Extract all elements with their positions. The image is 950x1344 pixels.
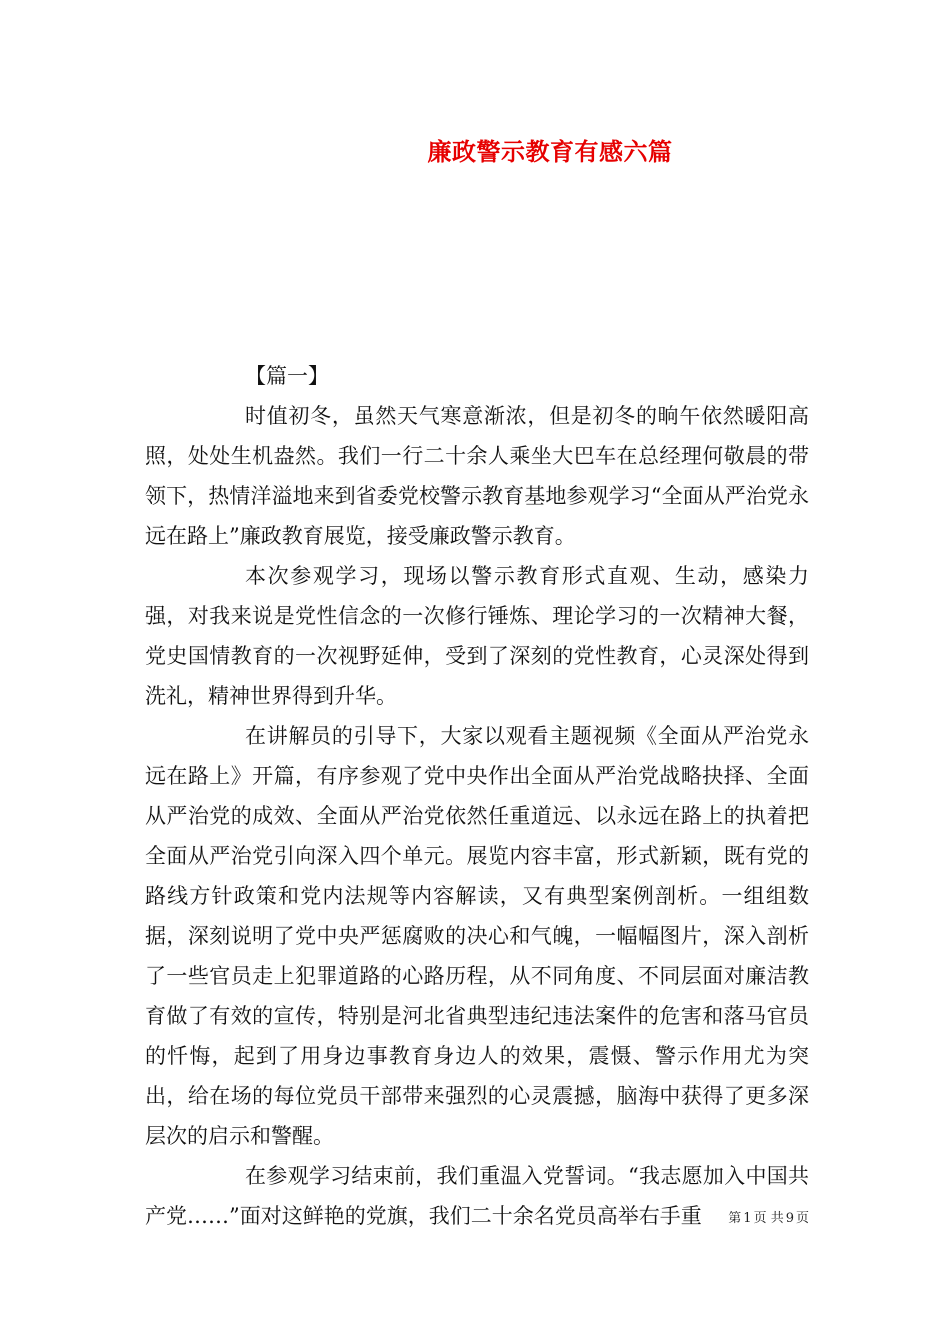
document-title: 廉政警示教育有感六篇 [427,137,673,166]
section-label: 【篇一】 [245,364,329,388]
footer-suffix: 页 [795,1211,809,1226]
page-number-footer [727,1207,810,1226]
paragraph: 在讲解员的引导下，大家以观看主题视频《全面从严治党永远在路上》开篇，有序参观了党中央作出全面从严治党战略抉择、全面从严治党的成效、全面从严治党依然任重道远、以永远在路上的执着把全面从严治党引向深入四个单元。展览内容丰富，形式新颖，既有党的路线方针政策和党内法规等内容解读，又有典型案例剖析。一组组数据，深刻说明了党中央严惩腐败的决心和气魄，一幅幅图片，深入剖析了一些官员走上犯罪道路的心路历程，从不同角度、不同层面对廉洁教育做了有效的宣传，特别是河北省典型违纪违法案件的危害和落马官员的忏悔，起到了用身边事教育身边人的效果，震慑、警示作用尤为突出，给在场的每位党员干部带来强烈的心灵震撼，脑海中获得了更多深层次的启示和警醒。 [145,724,809,1148]
paragraph: 时值初冬，虽然天气寒意渐浓，但是初冬的晌午依然暖阳高照，处处生机盎然。我们一行二十余人乘坐大巴车在总经理何敬晨的带领下，热情洋溢地来到省委党校警示教育基地参观学习“全面从严治党永远在路上”廉政教育展览，接受廉政警示教育。 [145,404,809,548]
footer-total-pages: 9 [785,1211,794,1226]
paragraph: 在参观学习结束前，我们重温入党誓词。“我志愿加入中国共产党……”面对这鲜艳的党旗，我们二十余名党员高举右手重 [145,1164,809,1228]
footer-middle: 页 共 [753,1211,784,1226]
footer-current-page: 1 [743,1211,752,1226]
footer-prefix: 第 [728,1211,742,1226]
document-body [145,356,809,1236]
paragraph: 本次参观学习，现场以警示教育形式直观、生动，感染力强，对我来说是党性信念的一次修行锤炼、理论学习的一次精神大餐，党史国情教育的一次视野延伸，受到了深刻的党性教育，心灵深处得到洗礼，精神世界得到升华。 [145,564,809,708]
